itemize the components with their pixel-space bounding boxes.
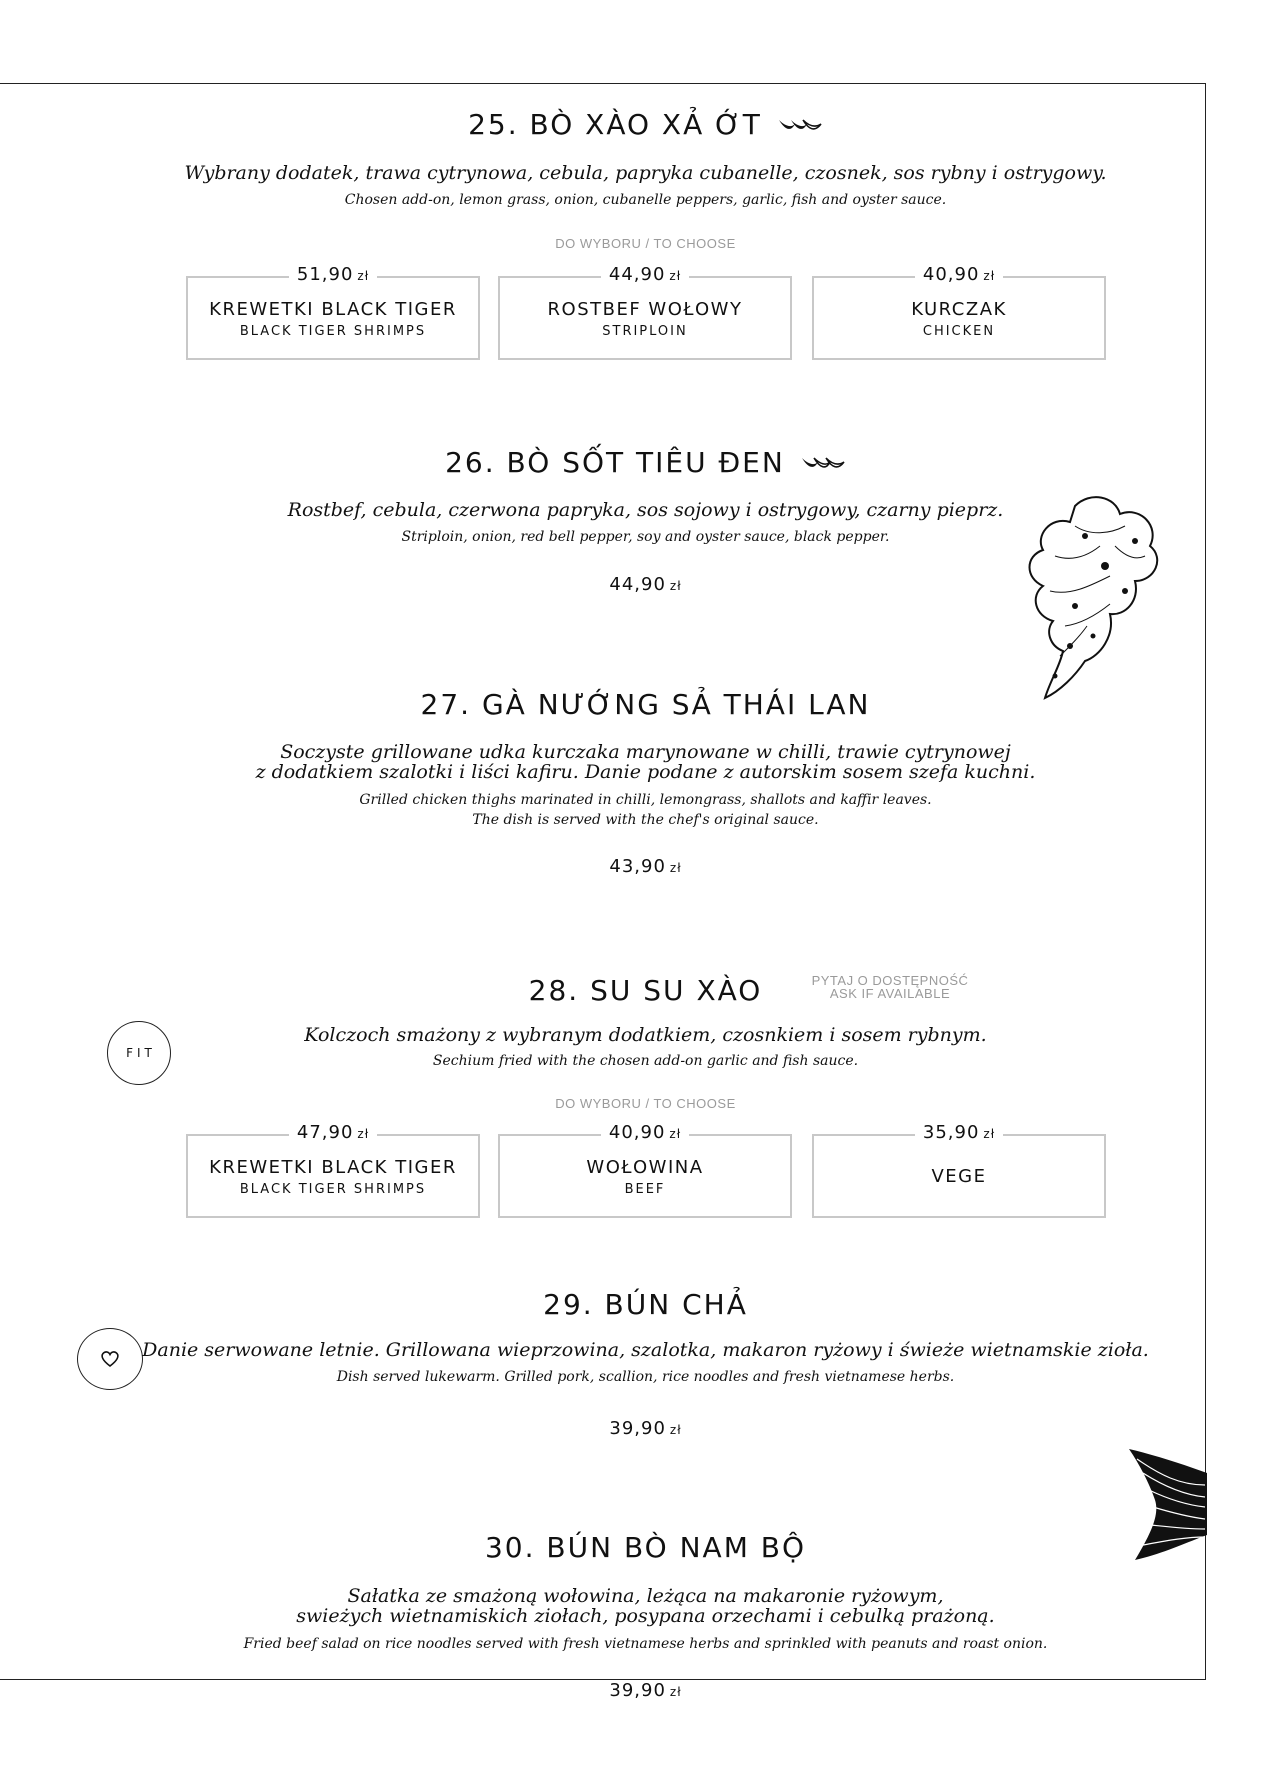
option-card bbox=[812, 1122, 1106, 1218]
option-name: KURCZAK bbox=[911, 299, 1007, 320]
dish-title: 30. BÚN BÒ NAM BỘ bbox=[484, 1531, 807, 1564]
dish-29 bbox=[0, 1288, 1277, 1321]
dish-description-en: Dish served lukewarm. Grilled pork, scallion, rice noodles and fresh vietnamese herbs. bbox=[336, 1369, 955, 1385]
dish-price bbox=[0, 1418, 1277, 1439]
dish-title: 28. SU SU XÀO bbox=[528, 974, 763, 1007]
option-price: 51,90 bbox=[296, 264, 354, 285]
chili-pepper-icon bbox=[777, 114, 823, 134]
option-price: 47,90 bbox=[296, 1122, 354, 1143]
dish-description-en: Sechium fried with the chosen add-on garlic and fish sauce. bbox=[432, 1053, 859, 1069]
dish-26 bbox=[0, 446, 1277, 479]
currency: zł bbox=[669, 579, 682, 593]
dish-30 bbox=[0, 1531, 1277, 1564]
option-sub: BEEF bbox=[624, 1182, 666, 1197]
option-name: KREWETKI BLACK TIGER bbox=[209, 1157, 457, 1178]
dish-description-en: Striploin, onion, red bell pepper, soy and oyster sauce, black pepper. bbox=[401, 529, 890, 545]
dish-description-en: Grilled chicken thighs marinated in chilli, lemongrass, shallots and kaffir leaves. bbox=[359, 792, 932, 808]
option-sub: STRIPLOIN bbox=[602, 324, 688, 339]
option-price: 44,90 bbox=[608, 264, 666, 285]
chili-pepper-icon bbox=[800, 452, 846, 472]
dish-description-en: Fried beef salad on rice noodles served with fresh vietnamese herbs and sprinkled with peanuts and roast onion. bbox=[243, 1636, 1048, 1652]
ginger-illustration bbox=[1015, 486, 1165, 701]
dish-description-pl: Kolczoch smażony z wybranym dodatkiem, czosnkiem i sosem rybnym. bbox=[304, 1024, 987, 1046]
dish-title: 25. BÒ XÀO XẢ ỚT bbox=[468, 108, 762, 141]
price-value: 39,90 bbox=[609, 1418, 666, 1439]
fit-label: FIT bbox=[126, 1046, 156, 1060]
currency: zł bbox=[669, 269, 682, 283]
dish-25 bbox=[0, 108, 1277, 141]
dish-description-pl: z dodatkiem szalotki i liści kafiru. Danie podane z autorskim sosem szefa kuchni. bbox=[255, 761, 1036, 783]
option-card bbox=[498, 1122, 792, 1218]
currency: zł bbox=[357, 1127, 370, 1141]
option-sub: BLACK TIGER SHRIMPS bbox=[239, 324, 427, 339]
currency: zł bbox=[983, 269, 996, 283]
option-card bbox=[812, 264, 1106, 360]
dish-price bbox=[0, 856, 1277, 877]
option-sub: BLACK TIGER SHRIMPS bbox=[239, 1182, 427, 1197]
dish-description-pl: Sałatka ze smażoną wołowina, leżąca na makaronie ryżowym, bbox=[347, 1585, 944, 1607]
price-value: 44,90 bbox=[609, 574, 666, 595]
currency: zł bbox=[983, 1127, 996, 1141]
dish-27 bbox=[0, 688, 1277, 721]
option-card bbox=[186, 1122, 480, 1218]
option-price: 35,90 bbox=[922, 1122, 980, 1143]
price-value: 43,90 bbox=[609, 856, 666, 877]
currency: zł bbox=[669, 1423, 682, 1437]
price-value: 39,90 bbox=[609, 1680, 666, 1701]
dish-description-pl: swieżych wietnamiskich ziołach, posypana orzechami i cebulką prażoną. bbox=[296, 1605, 995, 1627]
dish-28 bbox=[0, 974, 1277, 1007]
dish-price bbox=[0, 1680, 1277, 1701]
dish-title: 26. BÒ SỐT TIÊU ĐEN bbox=[445, 446, 785, 479]
choose-label: DO WYBORU / TO CHOOSE bbox=[555, 1096, 736, 1111]
dish-description-en: Chosen add-on, lemon grass, onion, cubanelle peppers, garlic, fish and oyster sauce. bbox=[344, 192, 947, 208]
option-name: VEGE bbox=[931, 1166, 987, 1187]
availability-note bbox=[790, 974, 990, 1000]
currency: zł bbox=[357, 269, 370, 283]
dish-description-pl: Rostbef, cebula, czerwona papryka, sos sojowy i ostrygowy, czarny pieprz. bbox=[287, 499, 1004, 521]
option-price: 40,90 bbox=[922, 264, 980, 285]
availability-pl: PYTAJ O DOSTĘPNOŚĆ bbox=[811, 973, 969, 988]
option-card bbox=[186, 264, 480, 360]
dish-title: 27. GÀ NƯỚNG SẢ THÁI LAN bbox=[420, 688, 871, 721]
option-name: KREWETKI BLACK TIGER bbox=[209, 299, 457, 320]
dish-description-pl: Soczyste grillowane udka kurczaka marynowane w chilli, trawie cytrynowej bbox=[280, 741, 1011, 763]
option-card bbox=[498, 264, 792, 360]
currency: zł bbox=[669, 1127, 682, 1141]
option-name: WOŁOWINA bbox=[586, 1157, 704, 1178]
option-name: ROSTBEF WOŁOWY bbox=[547, 299, 743, 320]
dish-description-pl: Danie serwowane letnie. Grillowana wieprzowina, szalotka, makaron ryżowy i świeże wietnamskie zioła. bbox=[142, 1339, 1149, 1361]
option-price: 40,90 bbox=[608, 1122, 666, 1143]
dish-description-en: The dish is served with the chef's original sauce. bbox=[472, 812, 819, 828]
availability-en: ASK IF AVAILABLE bbox=[829, 986, 951, 1001]
dish-description-pl: Wybrany dodatek, trawa cytrynowa, cebula, papryka cubanelle, czosnek, sos rybny i ostrygowy. bbox=[184, 162, 1107, 184]
choose-label: DO WYBORU / TO CHOOSE bbox=[555, 236, 736, 251]
currency: zł bbox=[669, 861, 682, 875]
currency: zł bbox=[669, 1685, 682, 1699]
option-sub: CHICKEN bbox=[922, 324, 996, 339]
dish-title: 29. BÚN CHẢ bbox=[543, 1288, 748, 1321]
